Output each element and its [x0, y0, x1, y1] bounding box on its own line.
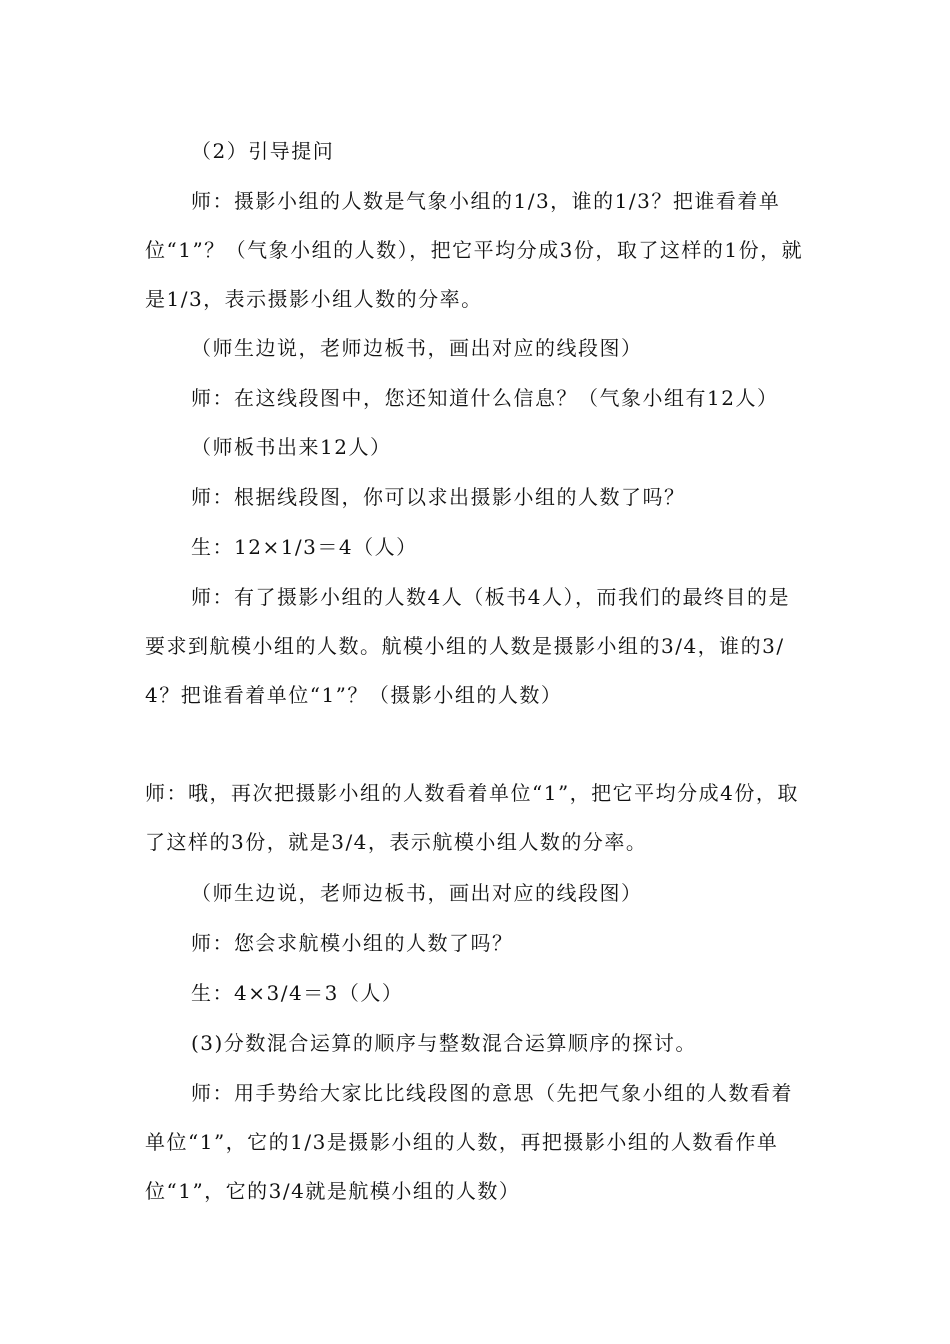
- paragraph-board-note-3: （师生边说，老师边板书，画出对应的线段图）: [191, 881, 643, 905]
- paragraph-teacher-gesture: 师：用手势给大家比比线段图的意思（先把气象小组的人数看着单位“1”，它的1/3是摄影小组的人数，再把摄影小组的人数看作单位“1”，它的3/4就是航模小组的人数）: [145, 1081, 793, 1203]
- section-subheading: (3)分数混合运算的顺序与整数混合运算顺序的探讨。: [191, 1031, 697, 1055]
- paragraph-board-note-1: （师生边说，老师边板书，画出对应的线段图）: [191, 336, 643, 360]
- paragraph-teacher-question-3: 师：根据线段图，你可以求出摄影小组的人数了吗？: [191, 485, 686, 509]
- paragraph-teacher-question-2: 师：在这线段图中，您还知道什么信息？（气象小组有12人）: [191, 386, 779, 410]
- paragraph-board-note-2: （师板书出来12人）: [191, 435, 392, 459]
- paragraph-student-answer-2: 生：4×3/4＝3（人）: [191, 981, 404, 1005]
- section-heading: （2）引导提问: [191, 139, 335, 163]
- paragraph-teacher-question-4: 师：有了摄影小组的人数4人（板书4人），而我们的最终目的是要求到航模小组的人数。航模小组的人数是摄影小组的3/4，谁的3/4？把谁看着单位“1”？（摄影小组的人数）: [145, 585, 790, 707]
- paragraph-teacher-question-1: 师：摄影小组的人数是气象小组的1/3，谁的1/3？把谁看着单位“1”？（气象小组的人数），把它平均分成3份，取了这样的1份，就是1/3，表示摄影小组人数的分率。: [145, 189, 804, 311]
- paragraph-teacher-explanation: 师：哦，再次把摄影小组的人数看着单位“1”，把它平均分成4份，取了这样的3份，就是3/4，表示航模小组人数的分率。: [145, 781, 799, 854]
- paragraph-student-answer-1: 生：12×1/3＝4（人）: [191, 535, 418, 559]
- paragraph-teacher-question-5: 师：您会求航模小组的人数了吗？: [191, 931, 514, 955]
